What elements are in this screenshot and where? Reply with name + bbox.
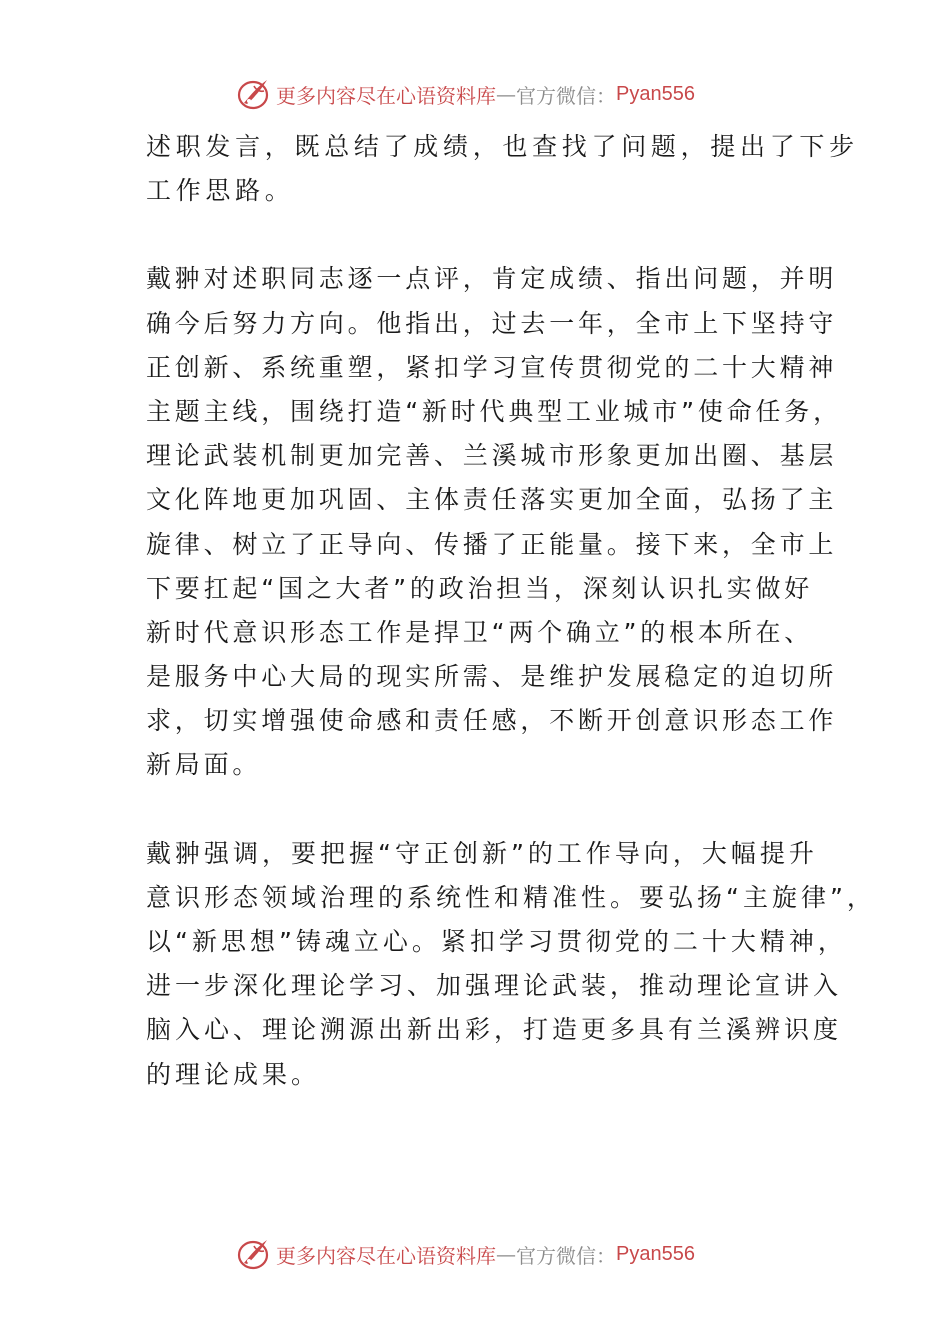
paragraph-line: 旋律、树立了正导向、传播了正能量。接下来，全市上 <box>146 529 838 559</box>
footer-banner-wechat-id: Pyan556 <box>616 1242 695 1265</box>
paragraph-line: 新时代意识形态工作是捍卫“两个确立”的根本所在、 <box>146 617 814 647</box>
paragraph-line: 求，切实增强使命感和责任感，不断开创意识形态工作 <box>146 706 838 736</box>
paragraph-line: 是服务中心大局的现实所需、是维护发展稳定的迫切所 <box>146 662 838 692</box>
paragraph-line: 以“新思想”铸魂立心。紧扣学习贯彻党的二十大精神， <box>146 927 847 956</box>
paragraph-line: 戴翀强调，要把握“守正创新”的工作导向，大幅提升 <box>146 838 818 868</box>
paragraph-2 <box>146 257 842 787</box>
paragraph-line: 正创新、系统重塑，紧扣学习宣传贯彻党的二十大精神 <box>146 352 838 382</box>
paragraph-spacer <box>146 213 806 257</box>
footer-banner-content <box>236 1234 695 1274</box>
footer-banner <box>0 1234 950 1274</box>
footer-banner-title: 更多内容尽在心语资料库 <box>276 1243 496 1268</box>
paragraph-3 <box>146 832 876 1097</box>
header-banner-content <box>236 74 695 114</box>
header-banner-wechat-id: Pyan556 <box>616 82 695 105</box>
paragraph-1 <box>146 125 859 213</box>
paragraph-spacer <box>146 788 806 832</box>
header-banner <box>0 74 950 114</box>
paragraph-line: 确今后努力方向。他指出，过去一年，全市上下坚持守 <box>146 308 838 338</box>
quill-pen-logo-icon <box>236 1236 272 1272</box>
paragraph-line: 意识形态领域治理的系统性和精准性。要弘扬“主旋律”， <box>146 882 876 912</box>
paragraph-line: 理论武装机制更加完善、兰溪城市形象更加出圈、基层 <box>146 441 838 471</box>
header-banner-title: 更多内容尽在心语资料库 <box>276 83 496 108</box>
document-body <box>146 125 876 1097</box>
footer-banner-dash: — <box>496 1242 516 1266</box>
paragraph-line: 下要扛起“国之大者”的政治担当，深刻认识扎实做好 <box>146 573 814 603</box>
paragraph-line: 主题主线，围绕打造“新时代典型工业城市”使命任务， <box>146 396 842 426</box>
paragraph-line: 述职发言，既总结了成绩，也查找了问题，提出了下步 <box>146 132 859 161</box>
paragraph-line: 工作思路。 <box>146 176 295 206</box>
paragraph-line: 的理论成果。 <box>146 1059 321 1089</box>
quill-pen-logo-icon <box>236 76 272 112</box>
header-banner-wechat-label: 官方微信： <box>516 83 616 108</box>
paragraph-line: 脑入心、理论溯源出新出彩，打造更多具有兰溪辨识度 <box>146 1015 843 1045</box>
paragraph-line: 文化阵地更加巩固、主体责任落实更加全面，弘扬了主 <box>146 485 838 515</box>
header-banner-dash: — <box>496 82 516 106</box>
paragraph-line: 新局面。 <box>146 750 262 780</box>
paragraph-line: 进一步深化理论学习、加强理论武装，推动理论宣讲入 <box>146 971 843 1001</box>
paragraph-line: 戴翀对述职同志逐一点评，肯定成绩、指出问题，并明 <box>146 264 838 294</box>
footer-banner-wechat-label: 官方微信： <box>516 1243 616 1268</box>
